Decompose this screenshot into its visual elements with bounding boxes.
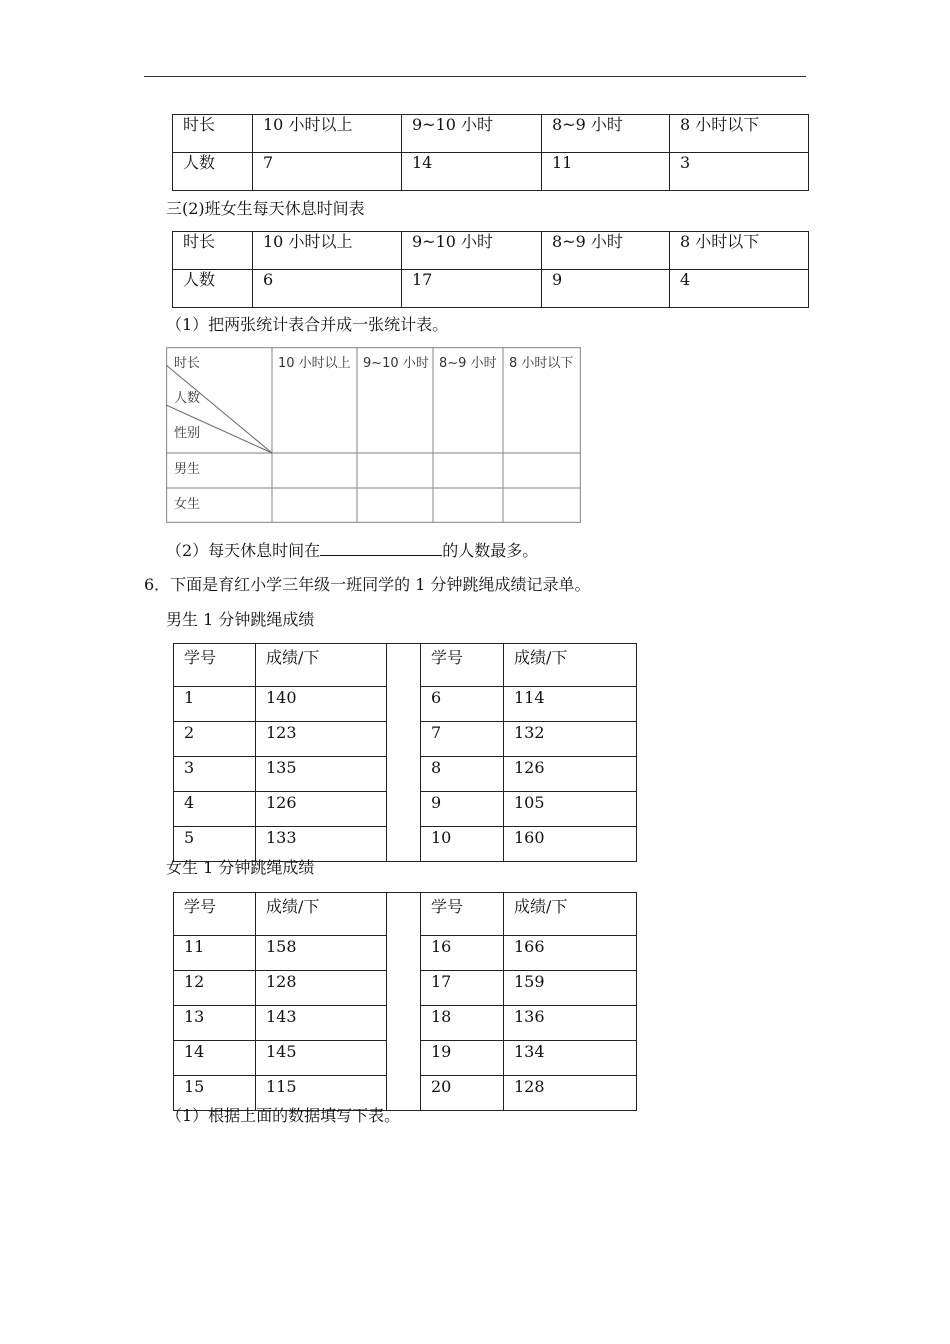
question-2-suffix: 的人数最多。 bbox=[442, 541, 539, 560]
corner-label-count: 人数 bbox=[174, 391, 201, 406]
id-cell: 16 bbox=[421, 936, 504, 971]
id-cell: 9 bbox=[421, 792, 504, 827]
row-label: 人数 bbox=[173, 153, 253, 191]
question-2-prefix: （2）每天休息时间在 bbox=[166, 541, 321, 560]
score-cell: 145 bbox=[256, 1041, 387, 1076]
score-cell: 136 bbox=[504, 1006, 637, 1041]
header-cell: 10 小时以上 bbox=[253, 232, 402, 270]
score-cell: 166 bbox=[504, 936, 637, 971]
score-cell: 115 bbox=[256, 1076, 387, 1111]
id-cell: 6 bbox=[421, 687, 504, 722]
girls-rest-table bbox=[172, 231, 809, 308]
question-6-1: （1）根据上面的数据填写下表。 bbox=[166, 1106, 401, 1125]
score-cell: 159 bbox=[504, 971, 637, 1006]
table-row bbox=[173, 270, 809, 308]
score-cell: 128 bbox=[504, 1076, 637, 1111]
value-cell: 6 bbox=[253, 270, 402, 308]
girls-score-table bbox=[173, 892, 637, 1111]
column-header: 10 小时以上 bbox=[278, 356, 351, 371]
score-cell: 128 bbox=[256, 971, 387, 1006]
id-cell: 19 bbox=[421, 1041, 504, 1076]
merged-table bbox=[166, 347, 581, 523]
table-row bbox=[173, 153, 809, 191]
merged-table-grid bbox=[166, 347, 581, 523]
value-cell: 9 bbox=[542, 270, 670, 308]
header-rule bbox=[144, 76, 806, 77]
id-cell: 15 bbox=[174, 1076, 256, 1111]
answer-blank[interactable] bbox=[320, 539, 442, 556]
question-1: （1）把两张统计表合并成一张统计表。 bbox=[166, 315, 449, 334]
id-cell: 5 bbox=[174, 827, 256, 862]
id-cell: 4 bbox=[174, 792, 256, 827]
value-cell: 3 bbox=[670, 153, 809, 191]
id-cell: 1 bbox=[174, 687, 256, 722]
value-cell: 14 bbox=[402, 153, 542, 191]
table-row bbox=[174, 893, 637, 936]
table-row bbox=[173, 115, 809, 153]
spacer-column bbox=[387, 893, 421, 1111]
column-header: 8 小时以下 bbox=[509, 356, 574, 371]
id-cell: 20 bbox=[421, 1076, 504, 1111]
row-label: 人数 bbox=[173, 270, 253, 308]
header-cell: 学号 bbox=[421, 644, 504, 687]
score-cell: 143 bbox=[256, 1006, 387, 1041]
id-cell: 12 bbox=[174, 971, 256, 1006]
score-cell: 105 bbox=[504, 792, 637, 827]
value-cell: 7 bbox=[253, 153, 402, 191]
id-cell: 11 bbox=[174, 936, 256, 971]
score-cell: 133 bbox=[256, 827, 387, 862]
score-cell: 134 bbox=[504, 1041, 637, 1076]
row-label-boys: 男生 bbox=[174, 462, 201, 477]
row-label-girls: 女生 bbox=[174, 497, 201, 512]
value-cell: 11 bbox=[542, 153, 670, 191]
header-cell: 10 小时以上 bbox=[253, 115, 402, 153]
boys-rest-table bbox=[172, 114, 809, 191]
table-row bbox=[173, 232, 809, 270]
header-cell: 学号 bbox=[174, 644, 256, 687]
problem-6-title: 6．下面是育红小学三年级一班同学的 1 分钟跳绳成绩记录单。 bbox=[144, 575, 591, 594]
header-cell: 8 小时以下 bbox=[670, 232, 809, 270]
spacer-column bbox=[387, 644, 421, 862]
corner-label-gender: 性别 bbox=[174, 426, 201, 441]
score-cell: 132 bbox=[504, 722, 637, 757]
score-cell: 126 bbox=[256, 792, 387, 827]
header-cell: 成绩/下 bbox=[504, 644, 637, 687]
id-cell: 8 bbox=[421, 757, 504, 792]
header-cell: 学号 bbox=[421, 893, 504, 936]
girls-rest-title: 三(2)班女生每天休息时间表 bbox=[166, 199, 365, 218]
header-cell: 成绩/下 bbox=[256, 644, 387, 687]
column-header: 9~10 小时 bbox=[363, 356, 429, 371]
header-cell: 8~9 小时 bbox=[542, 232, 670, 270]
score-cell: 140 bbox=[256, 687, 387, 722]
score-cell: 114 bbox=[504, 687, 637, 722]
boys-score-table bbox=[173, 643, 637, 862]
header-cell: 时长 bbox=[173, 115, 253, 153]
header-cell: 8 小时以下 bbox=[670, 115, 809, 153]
table-row bbox=[174, 644, 637, 687]
id-cell: 3 bbox=[174, 757, 256, 792]
question-2 bbox=[166, 539, 538, 561]
header-cell: 时长 bbox=[173, 232, 253, 270]
column-header: 8~9 小时 bbox=[439, 356, 497, 371]
boys-score-title: 男生 1 分钟跳绳成绩 bbox=[166, 610, 315, 629]
header-cell: 成绩/下 bbox=[504, 893, 637, 936]
id-cell: 17 bbox=[421, 971, 504, 1006]
header-cell: 9~10 小时 bbox=[402, 115, 542, 153]
girls-score-title: 女生 1 分钟跳绳成绩 bbox=[166, 858, 315, 877]
score-cell: 158 bbox=[256, 936, 387, 971]
score-cell: 135 bbox=[256, 757, 387, 792]
score-cell: 123 bbox=[256, 722, 387, 757]
header-cell: 9~10 小时 bbox=[402, 232, 542, 270]
id-cell: 18 bbox=[421, 1006, 504, 1041]
value-cell: 4 bbox=[670, 270, 809, 308]
header-cell: 8~9 小时 bbox=[542, 115, 670, 153]
value-cell: 17 bbox=[402, 270, 542, 308]
header-cell: 学号 bbox=[174, 893, 256, 936]
id-cell: 2 bbox=[174, 722, 256, 757]
score-cell: 160 bbox=[504, 827, 637, 862]
id-cell: 13 bbox=[174, 1006, 256, 1041]
id-cell: 10 bbox=[421, 827, 504, 862]
id-cell: 7 bbox=[421, 722, 504, 757]
header-cell: 成绩/下 bbox=[256, 893, 387, 936]
score-cell: 126 bbox=[504, 757, 637, 792]
id-cell: 14 bbox=[174, 1041, 256, 1076]
corner-label-duration: 时长 bbox=[174, 356, 201, 371]
